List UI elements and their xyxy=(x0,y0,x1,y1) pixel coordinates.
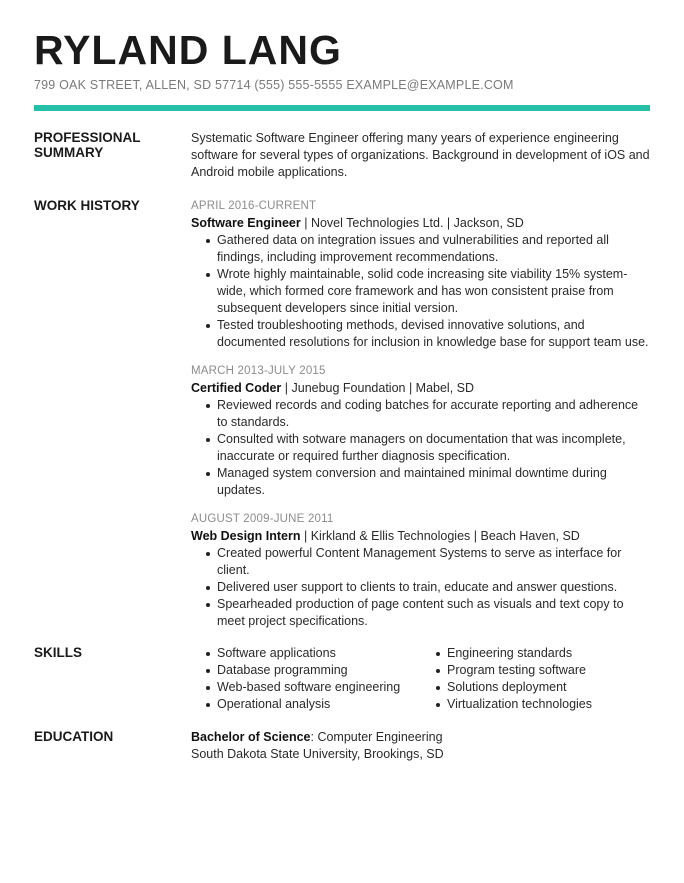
skill-item: Software applications xyxy=(217,645,421,662)
job-title-line xyxy=(191,215,651,232)
job-bullet: Created powerful Content Management Systems to serve as interface for client. xyxy=(217,545,651,579)
skill-item: Engineering standards xyxy=(447,645,651,662)
job-date: AUGUST 2009-JUNE 2011 xyxy=(191,513,334,525)
job-title-line xyxy=(191,380,651,397)
job-bullets xyxy=(191,545,651,630)
contact-info: 799 OAK STREET, ALLEN, SD 57714 (555) 555-5555 EXAMPLE@EXAMPLE.COM xyxy=(34,78,514,92)
job-bullets xyxy=(191,397,651,499)
skills-column-right xyxy=(421,645,651,713)
job-title: Web Design Intern xyxy=(191,529,301,543)
skill-item: Operational analysis xyxy=(217,696,421,713)
summary-text: Systematic Software Engineer offering many years of experience engineering software for several types of organizations. Background in development of iOS and Android mobile applications. xyxy=(191,131,650,179)
job-bullet: Reviewed records and coding batches for accurate reporting and adherence to standards. xyxy=(217,397,651,431)
skill-item: Web-based software engineering xyxy=(217,679,421,696)
job-title: Software Engineer xyxy=(191,216,301,230)
work-history-heading: WORK HISTORY xyxy=(34,198,140,213)
header-divider xyxy=(34,105,650,111)
job-bullet: Spearheaded production of page content such as visuals and text copy to meet project specifications. xyxy=(217,596,651,630)
summary-heading-line2: SUMMARY xyxy=(34,145,104,160)
degree-field: : Computer Engineering xyxy=(310,730,443,744)
skill-item: Solutions deployment xyxy=(447,679,651,696)
degree-line xyxy=(191,729,651,746)
job-entry xyxy=(191,511,651,630)
job-date: APRIL 2016-CURRENT xyxy=(191,200,317,212)
work-history-body xyxy=(191,198,651,642)
skill-item: Database programming xyxy=(217,662,421,679)
job-bullet: Wrote highly maintainable, solid code increasing site viability 15% system-wide, which formed core framework and has won consistent praise from subsequent developers since initial version. xyxy=(217,266,651,317)
degree: Bachelor of Science xyxy=(191,730,311,744)
school: South Dakota State University, Brookings, SD xyxy=(191,747,444,761)
skill-item: Program testing software xyxy=(447,662,651,679)
job-title: Certified Coder xyxy=(191,381,282,395)
education-heading: EDUCATION xyxy=(34,729,114,744)
summary-heading xyxy=(34,130,174,160)
education-body xyxy=(191,729,651,763)
job-bullet: Delivered user support to clients to train, educate and answer questions. xyxy=(217,579,651,596)
skills-grid xyxy=(191,645,651,713)
candidate-name: RYLAND LANG xyxy=(34,27,342,73)
job-date: MARCH 2013-JULY 2015 xyxy=(191,365,326,377)
job-title-line xyxy=(191,528,651,545)
summary-heading-line1: PROFESSIONAL xyxy=(34,130,141,145)
job-bullet: Managed system conversion and maintained minimal downtime during updates. xyxy=(217,465,651,499)
job-bullet: Gathered data on integration issues and vulnerabilities and reported all findings, including improvement recommendations. xyxy=(217,232,651,266)
skills-heading: SKILLS xyxy=(34,645,83,660)
job-employer: | Novel Technologies Ltd. | Jackson, SD xyxy=(300,216,524,230)
job-entry xyxy=(191,198,651,351)
job-employer: | Kirkland & Ellis Technologies | Beach Haven, SD xyxy=(300,529,580,543)
job-bullet: Consulted with sotware managers on documentation that was incomplete, inaccurate or required further diagnosis specification. xyxy=(217,431,651,465)
job-bullets xyxy=(191,232,651,351)
job-entry xyxy=(191,363,651,499)
job-employer: | Junebug Foundation | Mabel, SD xyxy=(281,381,475,395)
skills-body xyxy=(191,645,651,713)
job-bullet: Tested troubleshooting methods, devised innovative solutions, and documented resolutions for inclusion in knowledge base for support team use. xyxy=(217,317,651,351)
skill-item: Virtualization technologies xyxy=(447,696,651,713)
skills-column-left xyxy=(191,645,421,713)
